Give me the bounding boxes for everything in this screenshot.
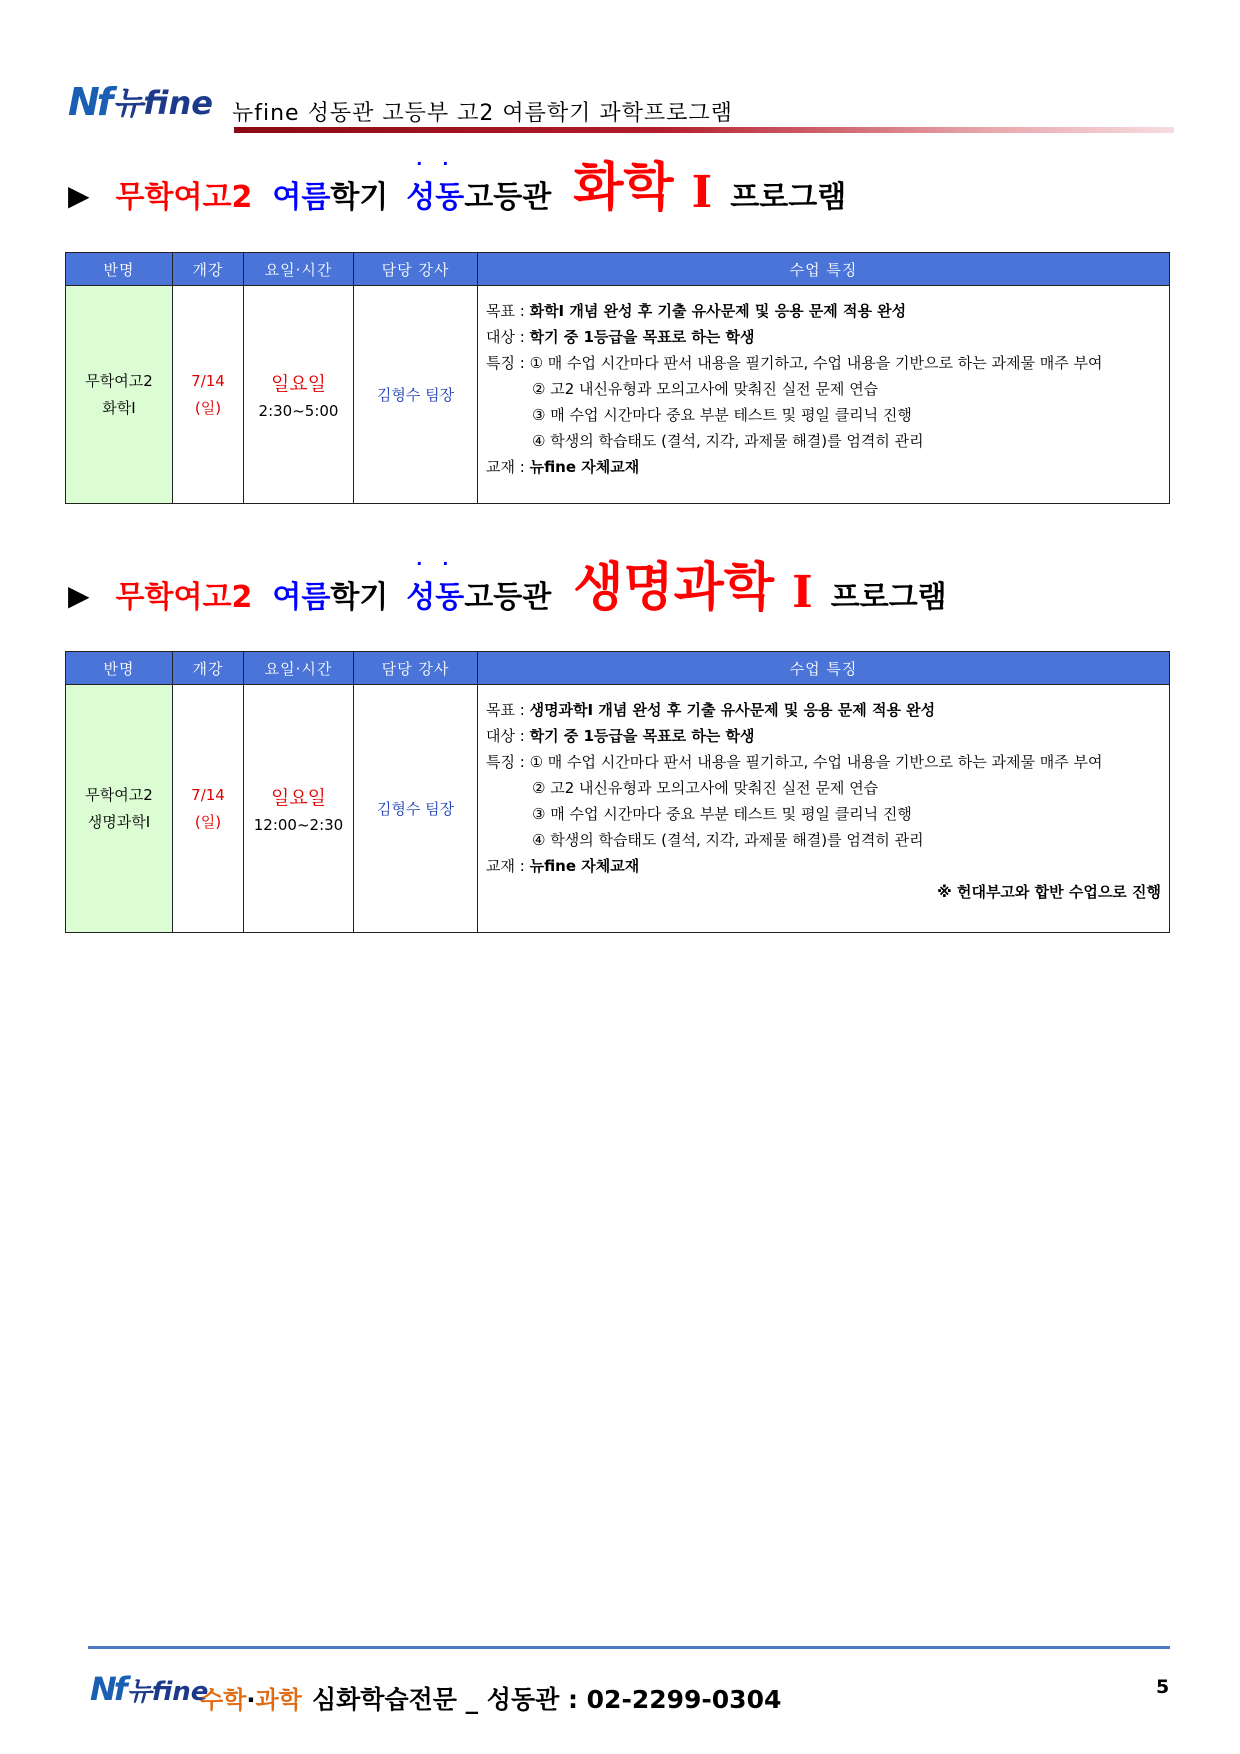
- feature-line: [486, 801, 1161, 827]
- feature-item: ③ 매 수업 시간마다 중요 부분 테스트 및 평일 클리닉 진행: [532, 406, 912, 424]
- header-divider: [234, 127, 1174, 133]
- open-date-cell: [173, 286, 244, 504]
- col-header-features: 수업 특징: [478, 652, 1170, 685]
- col-header-open: 개강: [173, 253, 244, 286]
- feature-item: ④ 학생의 학습태도 (결석, 지각, 과제물 해결)를 엄격히 관리: [532, 432, 924, 450]
- target-text: 학기 중 1등급을 목표로 하는 학생: [529, 328, 755, 346]
- class-name-line2: 생명과학Ⅰ: [87, 812, 151, 831]
- target-label: 대상 :: [486, 727, 530, 745]
- col-header-teacher: 담당 강사: [354, 652, 478, 685]
- schedule-cell: [244, 685, 354, 933]
- feature-label: 특징 :: [486, 753, 530, 771]
- goal-line: [486, 298, 1161, 324]
- logo-mark: [68, 80, 110, 124]
- target-text: 학기 중 1등급을 목표로 하는 학생: [529, 727, 755, 745]
- title-school: 무학여고2: [115, 180, 253, 215]
- title-branch: 고등관: [464, 580, 552, 615]
- table-row: [66, 286, 1170, 504]
- col-header-class: 반명: [66, 253, 173, 286]
- open-date: 7/14: [191, 785, 225, 804]
- title-branch: 고등관: [464, 180, 552, 215]
- teacher-cell: 김형수 팀장: [354, 685, 478, 933]
- page-header-title: 뉴fine 성동관 고등부 고2 여름학기 과학프로그램: [232, 101, 733, 126]
- open-date-cell: [173, 685, 244, 933]
- book-text: 뉴fine 자체교재: [529, 458, 640, 476]
- feature-item: ② 고2 내신유형과 모의고사에 맞춰진 실전 문제 연습: [532, 380, 879, 398]
- col-header-features: 수업 특징: [478, 253, 1170, 286]
- logo-text: 뉴fine: [112, 84, 213, 122]
- program-table-chemistry: [65, 252, 1170, 504]
- features-cell: [478, 286, 1170, 504]
- title-school: 무학여고2: [115, 580, 253, 615]
- footer-subject-science: 과학: [255, 1686, 302, 1714]
- title-season: 학기: [330, 580, 389, 615]
- feature-line: [486, 428, 1161, 454]
- logo-mark-text: Nf: [68, 80, 111, 124]
- feature-item: ④ 학생의 학습태도 (결석, 지각, 과제물 해결)를 엄격히 관리: [532, 831, 924, 849]
- features-cell: [478, 685, 1170, 933]
- book-text: 뉴fine 자체교재: [529, 857, 640, 875]
- target-label: 대상 :: [486, 328, 530, 346]
- feature-label: 특징 :: [486, 354, 530, 372]
- feature-item: ① 매 수업 시간마다 판서 내용을 필기하고, 수업 내용을 기반으로 하는 과제물 매주 부여: [529, 753, 1103, 771]
- schedule-cell: [244, 286, 354, 504]
- goal-label: 목표 :: [486, 701, 530, 719]
- table-header-row: [66, 652, 1170, 685]
- feature-line: [486, 775, 1161, 801]
- schedule-weekday: 일요일: [270, 787, 327, 809]
- col-header-time: 요일·시간: [244, 652, 354, 685]
- header-logo: [68, 78, 213, 124]
- goal-text: 화학Ⅰ 개념 완성 후 기출 유사문제 및 응용 문제 적용 완성: [529, 302, 907, 320]
- footer-divider: [88, 1646, 1170, 1649]
- title-branch-highlight: [406, 154, 469, 216]
- feature-item: ② 고2 내신유형과 모의고사에 맞춰진 실전 문제 연습: [532, 779, 879, 797]
- page-number: 5: [1156, 1676, 1170, 1698]
- class-name-line1: 무학여고2: [85, 371, 153, 390]
- footer-logo-mark: [90, 1670, 125, 1708]
- title-roman-numeral: Ⅰ: [792, 567, 813, 618]
- title-subject: 생명과학: [573, 558, 775, 618]
- schedule-weekday: 일요일: [270, 373, 327, 395]
- book-label: 교재 :: [486, 458, 530, 476]
- feature-item: ③ 매 수업 시간마다 중요 부분 테스트 및 평일 클리닉 진행: [532, 805, 912, 823]
- footer-subject-math: 수학: [200, 1686, 247, 1714]
- col-header-class: 반명: [66, 652, 173, 685]
- title-branch-highlight: [406, 554, 469, 616]
- title-season-highlight: 여름: [272, 180, 331, 215]
- title-branch-text: 성동: [406, 180, 465, 215]
- class-note: ※ 헌대부고와 합반 수업으로 진행: [937, 883, 1161, 901]
- footer-contact: 심화학습전문 _ 성동관 : 02-2299-0304: [312, 1685, 782, 1714]
- col-header-time: 요일·시간: [244, 253, 354, 286]
- section-title-chemistry: [68, 150, 846, 220]
- arrow-icon: ▶: [68, 179, 90, 212]
- footer-subject-separator: ·: [246, 1686, 256, 1714]
- open-day: (일): [194, 398, 222, 417]
- col-header-open: 개강: [173, 652, 244, 685]
- feature-line: [486, 402, 1161, 428]
- col-header-teacher: 담당 강사: [354, 253, 478, 286]
- emphasis-dots: ··: [416, 154, 469, 173]
- title-subject: 화학: [573, 158, 674, 218]
- schedule-time: 2:30~5:00: [258, 402, 339, 420]
- program-table-biology: [65, 651, 1170, 933]
- class-name-line1: 무학여고2: [85, 785, 153, 804]
- title-suffix: 프로그램: [830, 580, 947, 615]
- section-title-biology: [68, 550, 947, 620]
- footer-logo-mark-text: Nf: [90, 1670, 125, 1708]
- goal-text: 생명과학Ⅰ 개념 완성 후 기출 유사문제 및 응용 문제 적용 완성: [529, 701, 936, 719]
- feature-line: [486, 827, 1161, 853]
- feature-line: [486, 749, 1161, 775]
- table-header-row: [66, 253, 1170, 286]
- target-line: [486, 324, 1161, 350]
- feature-line: [486, 350, 1161, 376]
- title-season-highlight: 여름: [272, 580, 331, 615]
- title-branch-text: 성동: [406, 580, 465, 615]
- class-name-cell: [66, 685, 173, 933]
- open-date: 7/14: [191, 371, 225, 390]
- emphasis-dots: ··: [416, 554, 469, 573]
- footer-subjects: [200, 1680, 302, 1715]
- schedule-time: 12:00~2:30: [253, 816, 344, 834]
- footer-logo: [90, 1670, 208, 1708]
- title-suffix: 프로그램: [730, 180, 847, 215]
- teacher-cell: 김형수 팀장: [354, 286, 478, 504]
- goal-label: 목표 :: [486, 302, 530, 320]
- book-line: [486, 853, 1161, 879]
- feature-item: ① 매 수업 시간마다 판서 내용을 필기하고, 수업 내용을 기반으로 하는 과제물 매주 부여: [529, 354, 1103, 372]
- arrow-icon: ▶: [68, 579, 90, 612]
- book-label: 교재 :: [486, 857, 530, 875]
- book-line: [486, 454, 1161, 480]
- class-name-line2: 화학Ⅰ: [102, 398, 136, 417]
- goal-line: [486, 697, 1161, 723]
- feature-line: [486, 376, 1161, 402]
- title-roman-numeral: Ⅰ: [691, 167, 713, 218]
- footer-logo-text: 뉴fine: [126, 1677, 209, 1707]
- class-name-cell: [66, 286, 173, 504]
- open-day: (일): [194, 812, 222, 831]
- title-season: 학기: [330, 180, 389, 215]
- target-line: [486, 723, 1161, 749]
- table-row: [66, 685, 1170, 933]
